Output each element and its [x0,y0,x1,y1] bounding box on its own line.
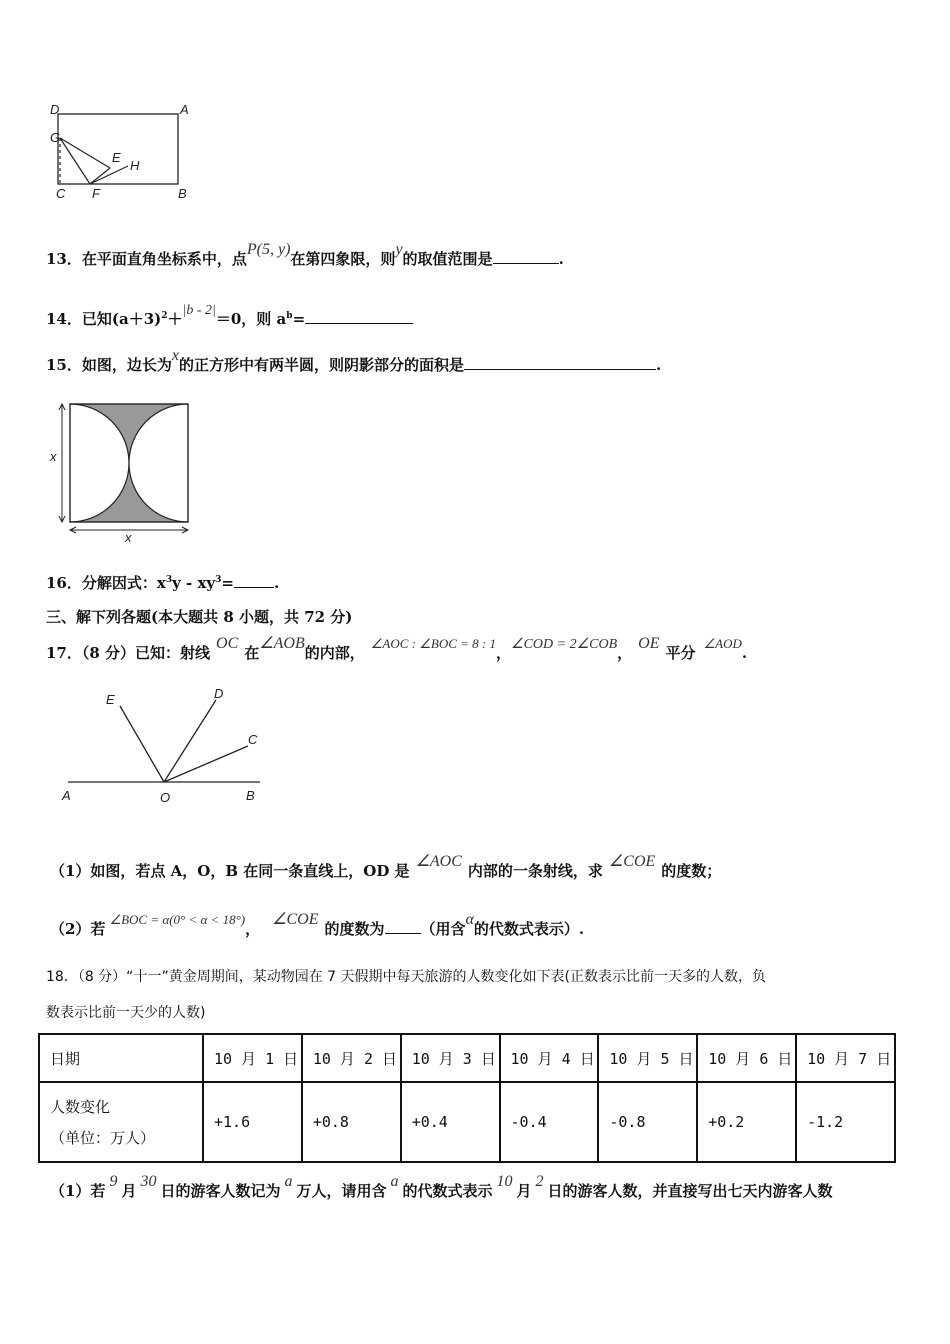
q18-p1-text-2: 日的游客人数记为 [160,1182,281,1200]
q15-text-2: 的正方形中有两半圆，则阴影部分的面积是 [179,356,465,374]
q18-p1-text-5: 日的游客人数，并直接写出七天内游客人数 [547,1182,833,1200]
q17-cod: ∠COD = 2∠COB [511,637,618,652]
fig12-label-e: E [112,150,121,165]
table-cell: -0.4 [500,1082,599,1162]
q13-text-1: 在平面直角坐标系中，点 [81,250,247,268]
q13-answer-blank[interactable] [493,249,559,264]
row-label-line-1: 人数变化 [50,1098,111,1116]
table-header-cell: 日期 [39,1034,203,1082]
q14-sup2: b [286,311,293,321]
q14-answer-blank[interactable] [305,309,413,324]
visitor-change-table [38,1033,896,1163]
figure-rectangle-fold [40,100,210,210]
q17-fig-label-b: B [246,788,255,803]
q14-abs: |b - 2| [182,303,216,318]
fig12-label-f: F [92,186,100,201]
q18-p1-day-2: 2 [535,1173,544,1190]
q16-sup-1: 3 [165,575,173,585]
q17-number: 17． [46,644,82,662]
q17-aob: ∠AOB [259,635,305,652]
table-row-label [39,1082,203,1162]
q14-number: 14． [46,310,82,328]
q18-p1-text-3: 万人，请用含 [296,1182,387,1200]
q18-p1-month-10: 10 [496,1173,513,1190]
table-row [39,1082,895,1162]
row-label-line-2: （单位：万人） [50,1129,156,1147]
q13-end: . [558,250,564,268]
q18-p1-day-30: 30 [140,1173,157,1190]
q15-number: 15． [46,356,82,374]
q16-number: 16． [46,574,82,592]
table-cell: +1.6 [203,1082,302,1162]
q18-number: 18． [46,969,78,985]
q17-aod: ∠AOD [703,636,742,651]
q18-p1-text-1: （1）若 [50,1182,106,1200]
table-cell: +0.4 [401,1082,500,1162]
fig12-label-d: D [50,102,60,117]
question-17 [46,635,748,663]
table-cell: -0.8 [598,1082,697,1162]
q15-answer-blank[interactable] [464,355,656,370]
q17-p1-aoc: ∠AOC [415,853,462,870]
q17-p2-cond: ∠BOC = α(0° < α < 18°) [109,912,246,927]
q18-p1-text-4: 的代数式表示 [402,1182,493,1200]
table-header-cell: 10 月 4 日 [500,1034,599,1082]
q14-text-4: = [292,310,306,328]
q14-text-2: ＋ [167,310,183,328]
q13-var: y [395,241,403,258]
table-cell: +0.8 [302,1082,401,1162]
question-13 [46,241,564,269]
fig12-label-b: B [178,186,187,201]
q14-sup: 2 [161,311,168,321]
q17-part-2 [50,911,585,939]
q13-text-3: 的取值范围是 [402,250,493,268]
q17-fig-label-d: D [214,686,224,701]
fig12-label-c: C [56,186,66,201]
q17-fig-label-c: C [248,732,258,747]
q15-var: x [171,347,179,364]
table-header-cell: 10 月 3 日 [401,1034,500,1082]
q13-number: 13． [46,250,82,268]
table-cell: +0.2 [697,1082,796,1162]
q18-part-1 [50,1173,833,1201]
q18-p1-month-9: 9 [109,1173,118,1190]
question-14 [46,303,413,329]
q15-fig-bottom-label: x [125,530,132,544]
q15-fig-side-label: x [50,449,57,464]
q18-line-2: 数表示比前一天少的人数) [46,1005,206,1021]
q17-oe: OE [638,635,660,652]
q18-line-1: （8 分）“十一”黄金周期间，某动物园在 7 天假期中每天旅游的人数变化如下表(正数表示比前一天多的人数，负 [77,969,766,985]
q15-end: . [656,356,662,374]
section-3-heading: 三、解下列各题(本大题共 8 小题，共 72 分) [46,608,353,626]
table-header-cell: 10 月 7 日 [796,1034,895,1082]
table-row [39,1034,895,1082]
figure-square-semicircles [48,396,198,544]
q13-point: P(5, y) [246,241,291,258]
fig12-label-h: H [130,158,140,173]
q17-p1-text-3: 的度数； [661,862,722,880]
figure-angle-rays [56,684,276,808]
q18-p1-a1: a [284,1173,293,1190]
q14-text-1: 已知(a＋3) [81,310,162,328]
q17-fig-label-a: A [62,788,71,803]
q17-score: （8 分）已知：射线 [81,644,211,662]
question-16 [46,572,279,593]
fig12-label-g: G [50,130,61,145]
q16-text-2: y - xy [172,574,216,592]
q17-oc: OC [216,635,239,652]
table-header-cell: 10 月 1 日 [203,1034,302,1082]
q17-p1-text-1: （1）如图，若点 A，O，B 在同一条直线上，OD 是 [50,862,410,880]
fig12-label-a: A [180,102,189,117]
q18-p1-yue: 月 [121,1182,137,1200]
q17-p2-text-1: （2）若 [50,920,106,938]
q17-p1-text-2: 内部的一条射线，求 [467,862,603,880]
q17-p2-alpha: α [465,911,474,928]
q17-bisect: 平分 [665,644,696,662]
q14-text-3: ＝0，则 a [215,310,287,328]
q17-p2-coe: ∠COE [272,911,319,928]
table-header-cell: 10 月 6 日 [697,1034,796,1082]
q15-text-1: 如图，边长为 [81,356,172,374]
table-header-cell: 10 月 5 日 [598,1034,697,1082]
q17-comma2: ， [617,644,633,662]
q16-text-3: = [221,574,234,592]
q16-sup-2: 3 [215,575,222,585]
q17-fig-label-o: O [160,790,171,805]
question-18 [46,966,766,986]
table-cell: -1.2 [796,1082,895,1162]
q17-part-1 [50,853,722,881]
question-15 [46,347,662,375]
q16-answer-blank[interactable] [234,573,274,588]
q13-text-2: 在第四象限，则 [290,250,396,268]
q17-p2-text-3: （用含 [420,920,466,938]
q17-in: 在 [244,644,260,662]
q17-comma: ， [496,644,512,662]
q17-fig-label-e: E [106,692,115,707]
q17-ratio: ∠AOC : ∠BOC = 8 : 1 [370,636,497,651]
q18-p1-yue2: 月 [516,1182,532,1200]
q17-end: . [741,644,748,662]
q18-p1-a2: a [390,1173,399,1190]
q16-end: . [273,574,280,592]
q17-inside: 的内部， [304,644,365,662]
q17-p2-text-4: 的代数式表示）. [473,920,585,938]
table-header-cell: 10 月 2 日 [302,1034,401,1082]
q17-p2-comma: ， [245,920,261,938]
q17-p2-answer-blank[interactable] [385,919,421,934]
q17-p1-coe: ∠COE [608,853,656,870]
q17-p2-text-2: 的度数为 [324,920,385,938]
q16-text-1: 分解因式：x [81,574,166,592]
